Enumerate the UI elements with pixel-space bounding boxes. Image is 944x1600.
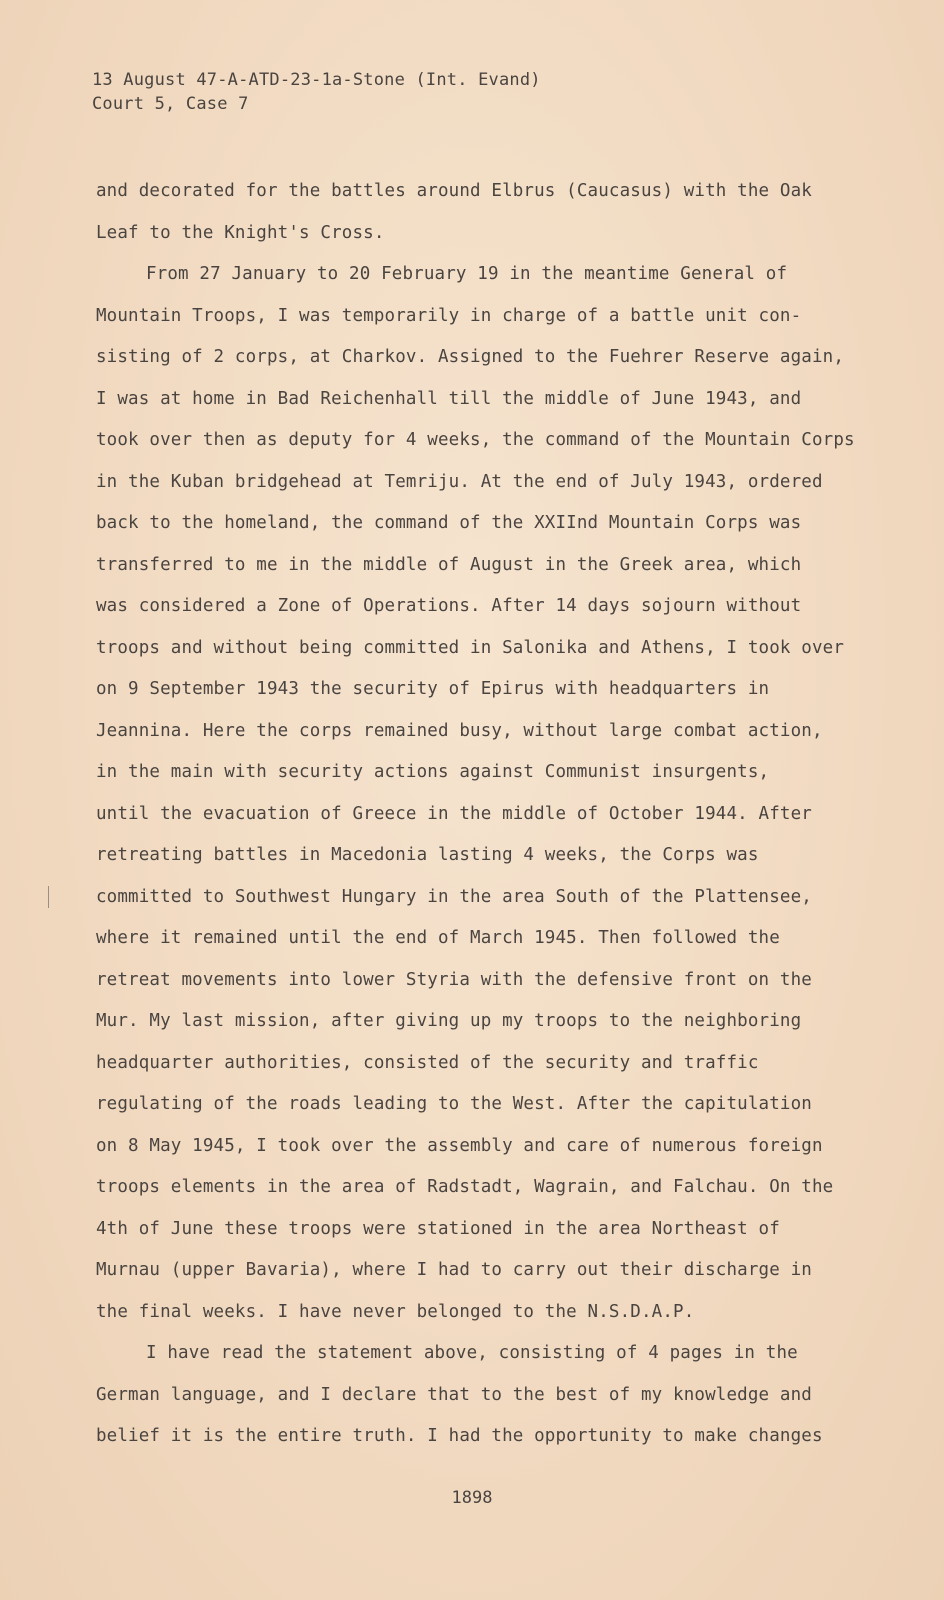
statement-body — [96, 171, 855, 1458]
text-line: in the Kuban bridgehead at Temriju. At the end of July 1943, ordered — [96, 471, 823, 492]
text-line: troops elements in the area of Radstadt, Wagrain, and Falchau. On the — [96, 1177, 834, 1197]
text-line: where it remained until the end of March 1945. Then followed the — [96, 928, 780, 948]
text-line: in the main with security actions against Communist insurgents, — [96, 762, 770, 782]
margin-pencil-mark — [48, 886, 49, 908]
text-line: I was at home in Bad Reichenhall till the middle of June 1943, and — [96, 388, 802, 409]
text-line: transferred to me in the middle of August in the Greek area, which — [96, 554, 802, 575]
document-header — [92, 68, 541, 116]
text-line: Jeannina. Here the corps remained busy, without large combat action, — [96, 720, 823, 741]
text-line: regulating of the roads leading to the West. After the capitulation — [96, 1094, 812, 1114]
text-line: committed to Southwest Hungary in the area South of the Plattensee, — [96, 886, 812, 907]
text-line: From 27 January to 20 February 19 in the meantime General of — [146, 264, 788, 284]
text-line: Mountain Troops, I was temporarily in charge of a battle unit con- — [96, 305, 802, 326]
text-line: retreat movements into lower Styria with the defensive front on the — [96, 969, 812, 990]
text-line: the final weeks. I have never belonged to the N.S.D.A.P. — [96, 1301, 695, 1322]
text-line: on 8 May 1945, I took over the assembly and care of numerous foreign — [96, 1135, 823, 1156]
text-line: until the evacuation of Greece in the middle of October 1944. After — [96, 803, 812, 824]
text-line: back to the homeland, the command of the XXIInd Mountain Corps was — [96, 513, 802, 533]
text-line: Leaf to the Knight's Cross. — [96, 222, 385, 243]
text-line: German language, and I declare that to the best of my knowledge and — [96, 1384, 812, 1405]
text-line: Murnau (upper Bavaria), where I had to carry out their discharge in — [96, 1260, 812, 1280]
text-line: on 9 September 1943 the security of Epirus with headquarters in — [96, 679, 770, 699]
text-line: retreating battles in Macedonia lasting 4 weeks, the Corps was — [96, 845, 759, 865]
text-line: was considered a Zone of Operations. After 14 days sojourn without — [96, 596, 802, 616]
text-line: I have read the statement above, consisting of 4 pages in the — [146, 1343, 798, 1363]
header-court-line: Court 5, Case 7 — [92, 94, 249, 114]
text-line: sisting of 2 corps, at Charkov. Assigned to the Fuehrer Reserve again, — [96, 347, 845, 367]
text-line: Mur. My last mission, after giving up my troops to the neighboring — [96, 1011, 802, 1031]
page-number: 1898 — [451, 1488, 493, 1508]
text-line: and decorated for the battles around Elbrus (Caucasus) with the Oak — [96, 181, 812, 201]
text-line: took over then as deputy for 4 weeks, the command of the Mountain Corps — [96, 430, 855, 450]
text-line: belief it is the entire truth. I had the opportunity to make changes — [96, 1426, 823, 1446]
header-reference-line: 13 August 47-A-ATD-23-1a-Stone (Int. Evand) — [92, 70, 541, 90]
text-line: 4th of June these troops were stationed in the area Northeast of — [96, 1218, 780, 1239]
text-line: headquarter authorities, consisted of the security and traffic — [96, 1052, 759, 1073]
text-line: troops and without being committed in Salonika and Athens, I took over — [96, 637, 845, 658]
